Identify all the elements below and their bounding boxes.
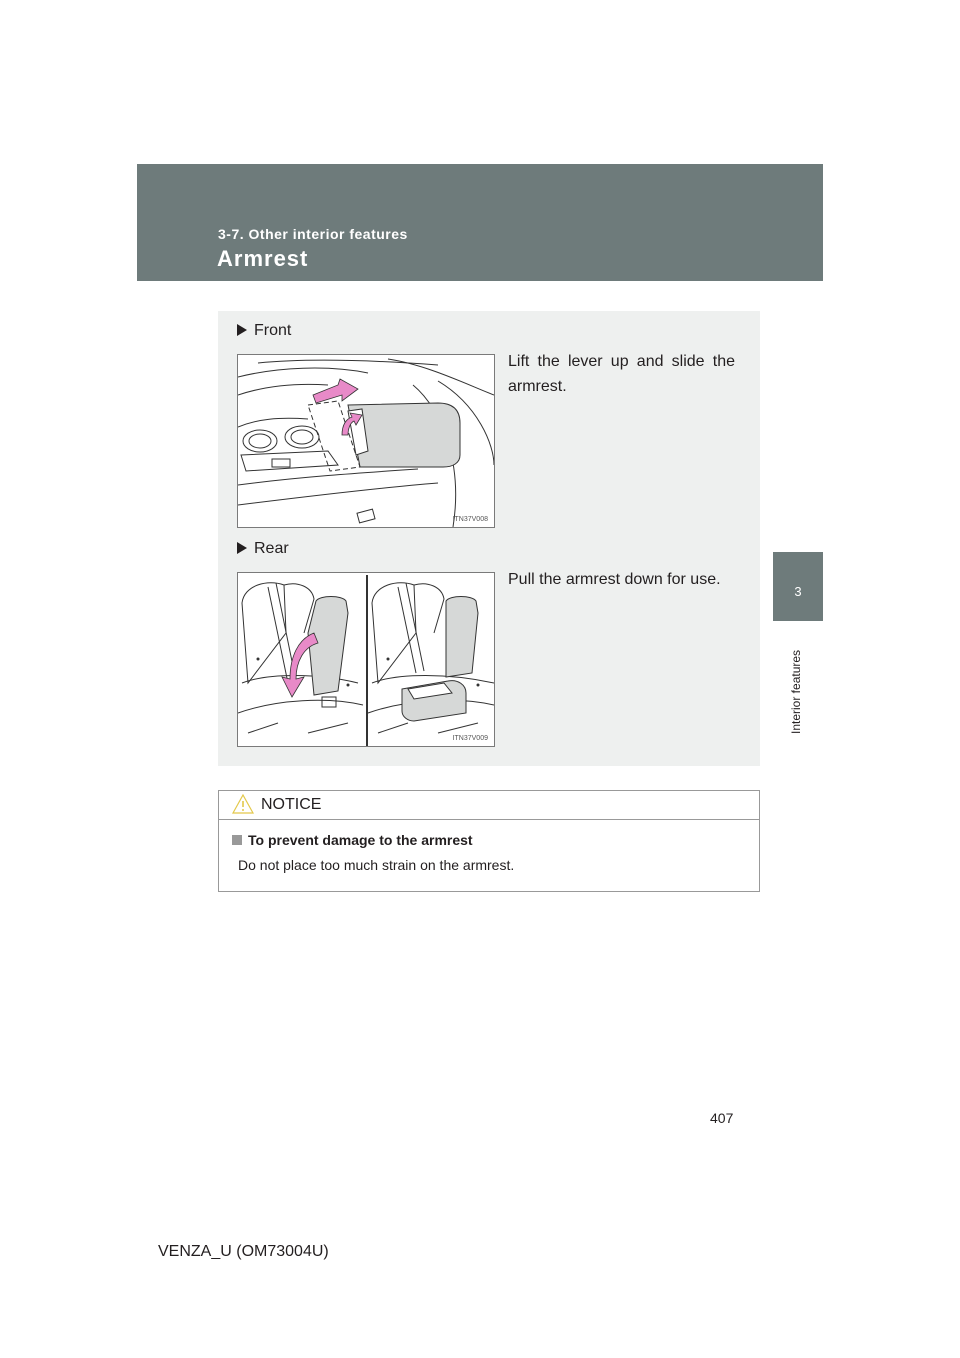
square-bullet-icon [232,835,242,845]
chapter-label-text: Interior features [789,649,803,734]
rear-armrest-figure [237,572,495,747]
rear-armrest-illustration [238,573,494,746]
notice-header [219,791,759,820]
notice-box [218,790,760,892]
notice-body: Do not place too much strain on the armrest. [238,857,515,873]
triangle-bullet-icon [237,324,247,336]
rear-heading [237,540,289,558]
chapter-tab-label [785,626,809,736]
front-figure-code: ITN37V008 [452,516,488,523]
notice-title: NOTICE [261,796,322,813]
warning-triangle-icon [232,794,254,814]
rear-description: Pull the armrest down for use. [508,571,721,588]
rear-figure-code: ITN37V009 [452,735,488,742]
notice-subheading-text: To prevent damage to the armrest [248,832,473,848]
page-title: Armrest [217,246,309,271]
chapter-tab[interactable] [773,552,823,621]
chapter-number: 3 [794,584,802,599]
front-heading-text: Front [254,322,292,339]
triangle-bullet-icon [237,542,247,554]
front-armrest-figure [237,354,495,528]
armrest-panel [218,311,760,766]
chapter-header [137,164,823,281]
front-description: Lift the lever up and slide the armrest. [508,353,735,395]
front-armrest-illustration [238,355,494,527]
page-number: 407 [710,1110,734,1126]
rear-heading-text: Rear [254,540,289,557]
section-label: 3-7. Other interior features [218,226,408,242]
notice-subheading [232,832,473,848]
document-id: VENZA_U (OM73004U) [158,1243,329,1260]
front-heading [237,322,291,340]
